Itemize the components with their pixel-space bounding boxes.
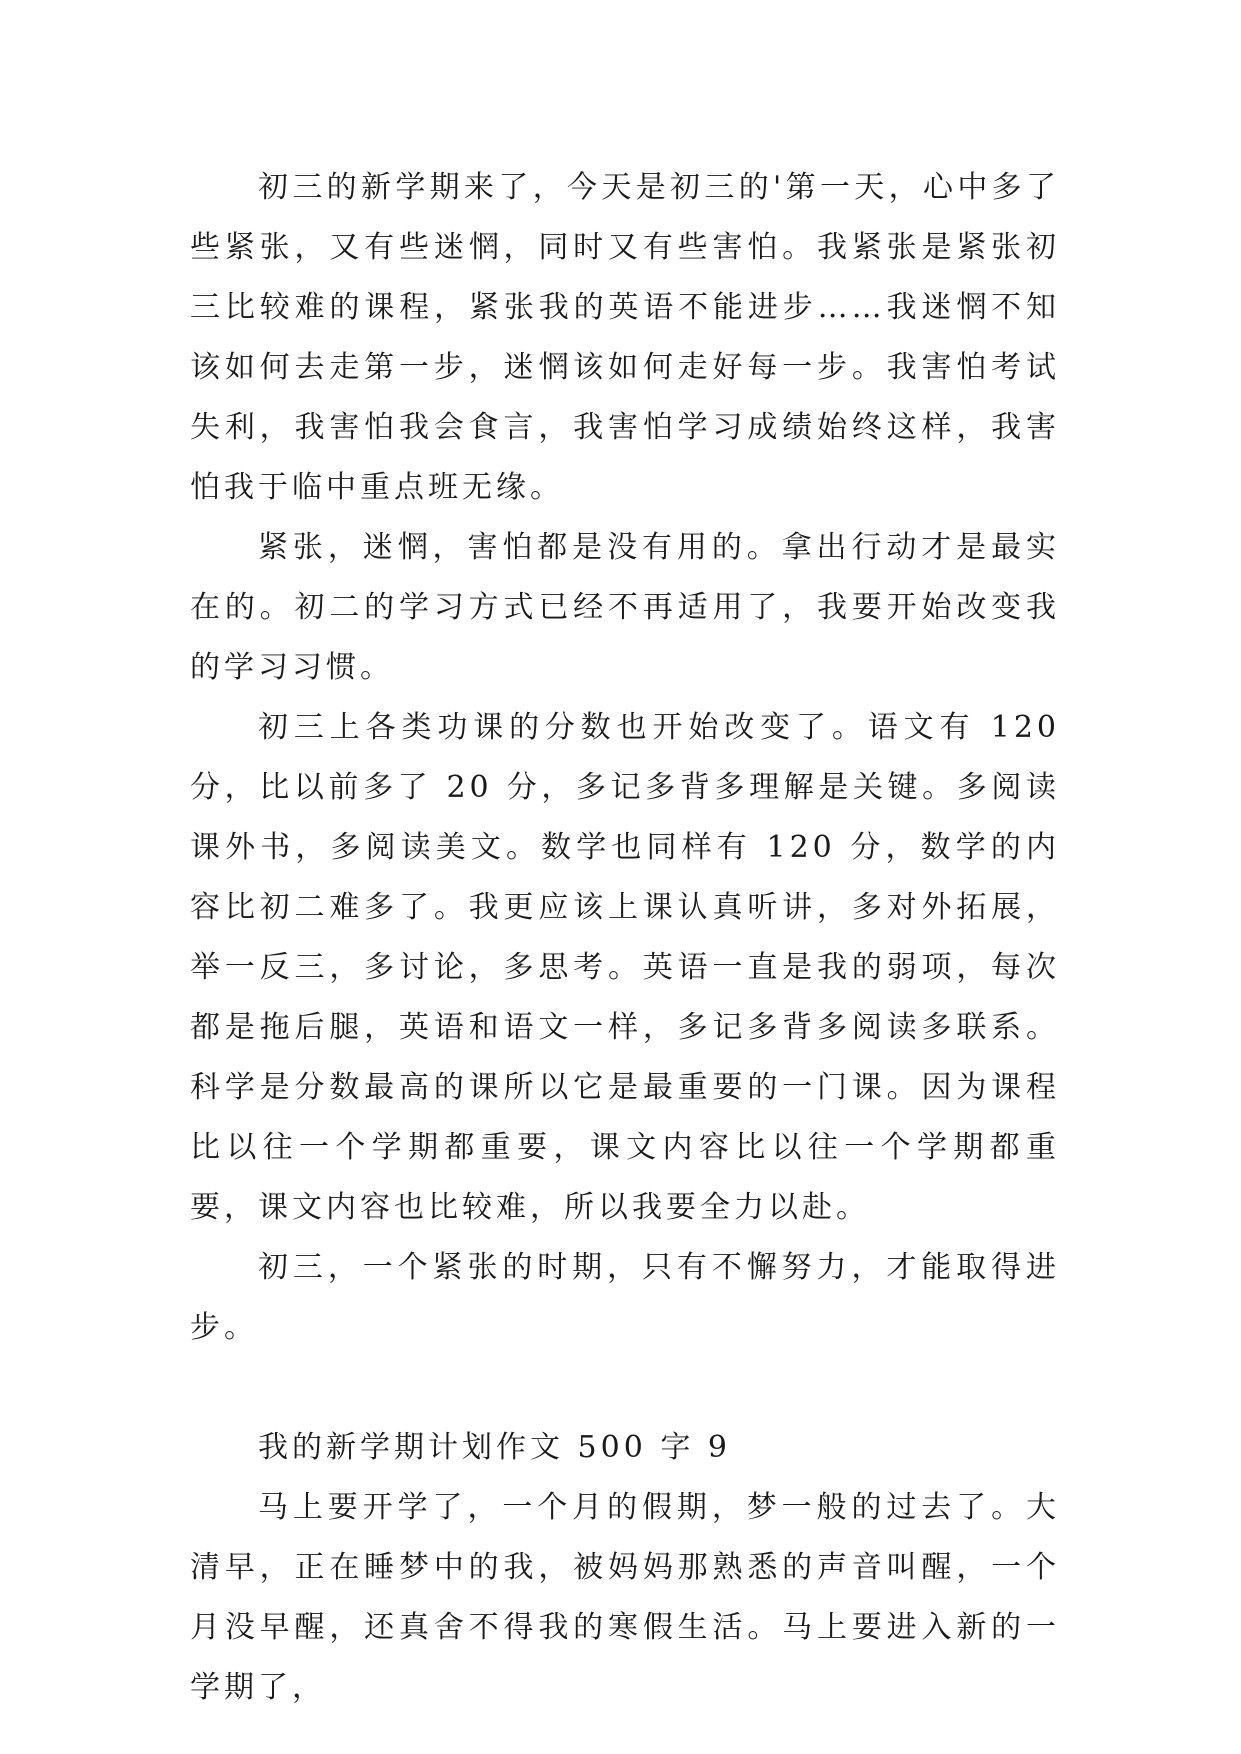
section-spacer (190, 1358, 1060, 1418)
paragraph-subjects: 初三上各类功课的分数也开始改变了。语文有 120 分，比以前多了 20 分，多记多背多理解是关键。多阅读课外书，多阅读美文。数学也同样有 120 分，数学的内容比初二难多了。我更应该上课认真听讲，多对外拓展，举一反三，多讨论，多思考。英语一直是我的弱项，每次都是拖后腿，英语和语文一样，多记多背多阅读多联系。科学是分数最高的课所以它是最重要的一门课。因为课程比以往一个学期都重要，课文内容比以往一个学期都重要，课文内容也比较难，所以我要全力以赴。 (190, 710, 1060, 1225)
section-heading: 我的新学期计划作文 500 字 9 (258, 1430, 731, 1465)
paragraph-conclusion: 初三，一个紧张的时期，只有不懈努力，才能取得进步。 (190, 1250, 1060, 1345)
document-body (190, 158, 1060, 1718)
paragraph-new-term: 马上要开学了，一个月的假期，梦一般的过去了。大清早，正在睡梦中的我，被妈妈那熟悉的声音叫醒，一个月没早醒，还真舍不得我的寒假生活。马上要进入新的一学期了， (190, 1490, 1060, 1705)
paragraph-action: 紧张，迷惘，害怕都是没有用的。拿出行动才是最实在的。初二的学习方式已经不再适用了，我要开始改变我的学习习惯。 (190, 530, 1060, 685)
paragraph-first-day: 初三的新学期来了，今天是初三的'第一天，心中多了些紧张，又有些迷惘，同时又有些害怕。我紧张是紧张初三比较难的课程，紧张我的英语不能进步……我迷惘不知该如何去走第一步，迷惘该如何走好每一步。我害怕考试失利，我害怕我会食言，我害怕学习成绩始终这样，我害怕我于临中重点班无缘。 (190, 170, 1060, 505)
